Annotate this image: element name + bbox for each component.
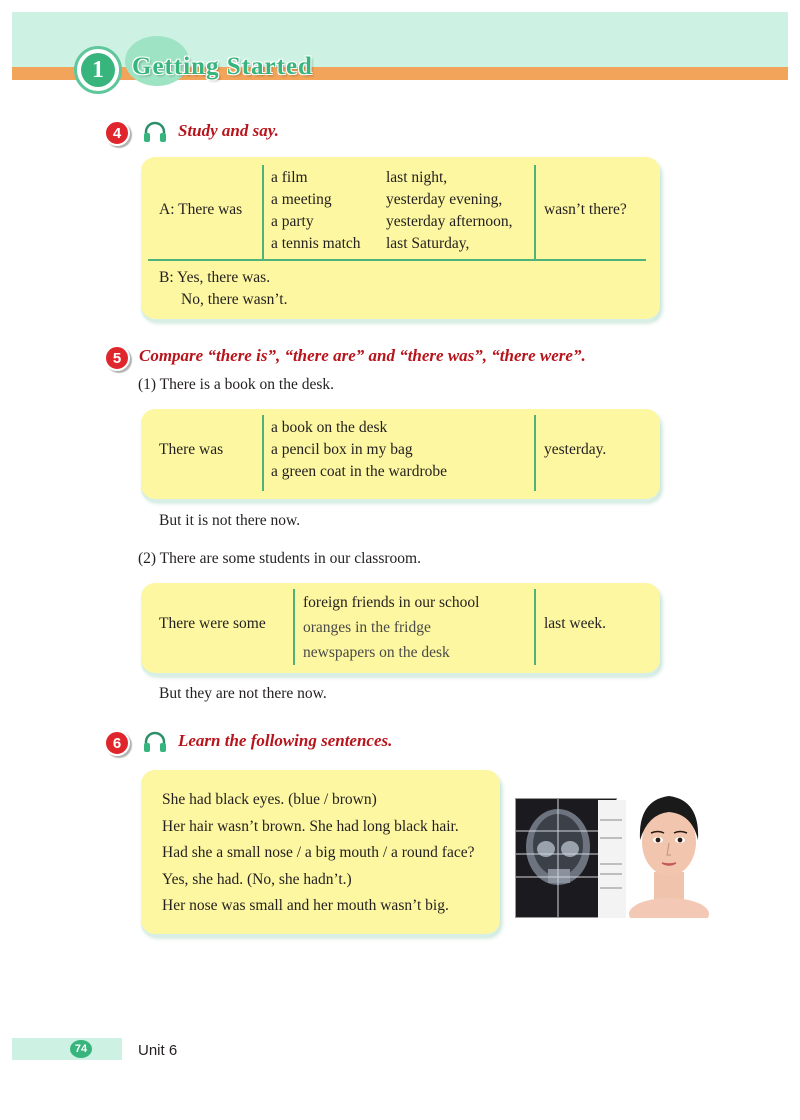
lead-text: A: There was [159, 201, 243, 218]
tail-text: yesterday. [544, 441, 607, 458]
list-item: a party [271, 213, 314, 230]
measurement-marks-icon [598, 800, 626, 918]
section-title-learn: Learn the following sentences. [178, 731, 393, 750]
face-icon [626, 788, 712, 918]
page-title: Getting Started [132, 53, 313, 80]
section-title-compare: Compare “there is”, “there are” and “there was”, “there were”. [139, 346, 586, 365]
sentence-list [162, 787, 475, 920]
headphones-icon[interactable] [143, 121, 167, 143]
list-item: Had she a small nose / a big mouth / a round face? [162, 844, 475, 861]
tail-text: last week. [544, 615, 606, 632]
list-item: newspapers on the desk [303, 644, 450, 661]
section-title-study-say: Study and say. [178, 121, 279, 140]
section-number: 1 [81, 53, 115, 87]
page-number: 74 [70, 1040, 92, 1058]
item-list [271, 167, 361, 255]
exercise-number-6: 6 [104, 730, 130, 756]
lead-text: There was [159, 441, 224, 458]
table-divider [148, 259, 646, 261]
list-item: a green coat in the wardrobe [271, 463, 448, 480]
list-item: She had black eyes. (blue / brown) [162, 791, 377, 808]
list-item: Her nose was small and her mouth wasn’t big. [162, 897, 449, 914]
example-sentence: (2) There are some students in our classroom. [138, 550, 421, 567]
note-text: But it is not there now. [159, 512, 301, 529]
list-item: a pencil box in my bag [271, 441, 413, 458]
table-divider [262, 165, 264, 260]
table-divider [534, 165, 536, 260]
table-divider [262, 415, 264, 491]
unit-label: Unit 6 [138, 1042, 178, 1059]
tail-text: wasn’t there? [544, 201, 627, 218]
note-text: But they are not there now. [159, 685, 327, 702]
footer-band [12, 1038, 122, 1060]
table-divider [534, 589, 536, 665]
list-item: last Saturday, [386, 235, 470, 252]
item-list [271, 417, 447, 483]
list-item: a tennis match [271, 235, 361, 252]
list-item: yesterday evening, [386, 191, 503, 208]
list-item: oranges in the fridge [303, 619, 431, 636]
list-item: Yes, she had. (No, she hadn’t.) [162, 870, 352, 888]
lead-text: There were some [159, 615, 266, 632]
list-item: a meeting [271, 191, 332, 208]
time-list [386, 167, 513, 255]
list-item: a film [271, 169, 308, 186]
table-divider [293, 589, 295, 665]
measurement-chart [598, 800, 626, 918]
example-sentence: (1) There is a book on the desk. [138, 376, 334, 393]
list-item: foreign friends in our school [303, 594, 480, 611]
face-reconstruction-image [626, 788, 712, 918]
answer-line: No, there wasn’t. [181, 291, 288, 308]
answer-line: B: Yes, there was. [159, 269, 271, 286]
item-list [303, 590, 480, 665]
exercise-number-5: 5 [104, 345, 130, 371]
list-item: a book on the desk [271, 419, 388, 436]
table-divider [534, 415, 536, 491]
list-item: Her hair wasn’t brown. She had long black hair. [162, 817, 459, 835]
headphones-icon[interactable] [143, 731, 167, 753]
list-item: yesterday afternoon, [386, 213, 513, 230]
section-number-badge [74, 46, 122, 94]
exercise-number-4: 4 [104, 120, 130, 146]
list-item: last night, [386, 169, 448, 186]
